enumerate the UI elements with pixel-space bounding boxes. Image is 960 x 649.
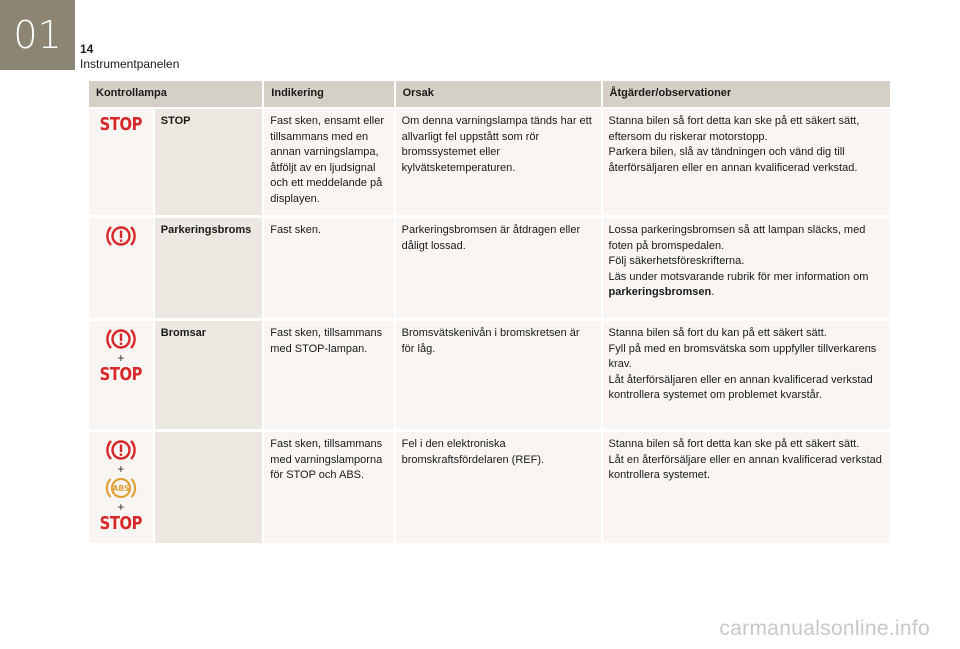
stop-icon bbox=[95, 364, 147, 386]
brake-warning-icon bbox=[104, 326, 138, 352]
actions-cell bbox=[603, 321, 890, 432]
section-title: Instrumentpanelen bbox=[80, 57, 180, 71]
indication-cell: Fast sken. bbox=[264, 218, 393, 321]
cause-cell: Bromsvätskenivån i bromskretsen är för låg. bbox=[396, 321, 601, 432]
actions-cell bbox=[603, 218, 890, 321]
action-line: Låt återförsäljaren eller en annan kvalificerad verkstad kontrollera systemet om problemet kvarstår. bbox=[608, 373, 873, 401]
lamp-icon-cell bbox=[89, 218, 153, 321]
lamp-icon-cell bbox=[89, 321, 153, 432]
action-line: Parkera bilen, slå av tändningen och vänd dig till återförsäljaren eller en annan kvalificerad verkstad. bbox=[608, 146, 858, 174]
stop-icon-label: STOP bbox=[99, 513, 143, 534]
lamp-name: Bromsar bbox=[155, 321, 263, 432]
abs-warning-icon bbox=[104, 475, 138, 501]
actions-cell bbox=[603, 432, 890, 546]
action-reference-text: Läs under motsvarande rubrik för mer information om bbox=[608, 270, 869, 283]
indication-cell: Fast sken, tillsammans med varningslamporna för STOP och ABS. bbox=[264, 432, 393, 546]
lamp-icon-cell bbox=[89, 432, 153, 546]
action-line: Låt en återförsäljare eller en annan kvalificerad verkstad kontrollera systemet. bbox=[608, 453, 882, 481]
action-reference-link: parkeringsbromsen bbox=[608, 286, 712, 298]
stop-icon bbox=[95, 114, 147, 136]
page-number: 14 bbox=[80, 42, 94, 56]
action-line: Fyll på med en bromsvätska som uppfyller tillverkarens krav. bbox=[608, 342, 877, 370]
plus-sign: + bbox=[117, 351, 125, 365]
cause-cell: Fel i den elektroniska bromskraftsfördelaren (REF). bbox=[396, 432, 601, 546]
column-header-actions: Åtgärder/observationer bbox=[603, 81, 890, 109]
indication-cell: Fast sken, tillsammans med STOP-lampan. bbox=[264, 321, 393, 432]
lamp-name bbox=[155, 432, 263, 546]
plus-sign: + bbox=[117, 462, 125, 476]
table-row bbox=[89, 218, 890, 321]
cause-cell: Parkeringsbromsen är åtdragen eller dåligt lossad. bbox=[396, 218, 601, 321]
lamp-name: Parkeringsbroms bbox=[155, 218, 263, 321]
watermark: carmanualsonline.info bbox=[719, 617, 930, 640]
chapter-tab bbox=[0, 0, 75, 70]
indication-cell: Fast sken, ensamt eller tillsammans med en annan varningslampa, åtföljt av en ljudsignal och ett meddelande på displayen. bbox=[264, 109, 393, 218]
cause-cell: Om denna varningslampa tänds har ett allvarligt fel uppstått som rör bromssystemet eller kylvätsketemperaturen. bbox=[396, 109, 601, 218]
action-line: Lossa parkeringsbromsen så att lampan släcks, med foten på bromspedalen. bbox=[608, 224, 866, 252]
table-row bbox=[89, 432, 890, 546]
action-line: Följ säkerhetsföreskrifterna. bbox=[608, 255, 745, 267]
actions-cell bbox=[603, 109, 890, 218]
column-header-indication: Indikering bbox=[264, 81, 393, 109]
lamp-icon-cell bbox=[89, 109, 153, 218]
warning-lamp-table bbox=[87, 81, 892, 546]
action-line: Stanna bilen så fort detta kan ske på ett säkert sätt. bbox=[608, 438, 860, 450]
stop-icon-label: STOP bbox=[99, 114, 143, 135]
chapter-number: 01 bbox=[13, 13, 62, 57]
action-reference bbox=[609, 270, 884, 301]
brake-warning-icon bbox=[104, 437, 138, 463]
action-line: Stanna bilen så fort du kan på ett säkert sätt. bbox=[608, 327, 827, 339]
column-header-lamp: Kontrollampa bbox=[89, 81, 262, 109]
stop-icon-label: STOP bbox=[99, 364, 143, 385]
action-line: Stanna bilen så fort detta kan ske på ett säkert sätt, eftersom du riskerar motorstopp. bbox=[608, 115, 860, 143]
table-row bbox=[89, 321, 890, 432]
abs-icon-label: ABS bbox=[112, 484, 130, 493]
column-header-cause: Orsak bbox=[396, 81, 601, 109]
brake-warning-icon bbox=[104, 223, 138, 249]
plus-sign: + bbox=[117, 500, 125, 514]
table-header-row bbox=[89, 81, 890, 109]
lamp-name: STOP bbox=[155, 109, 263, 218]
table-row bbox=[89, 109, 890, 218]
action-reference-end: . bbox=[711, 286, 715, 298]
stop-icon bbox=[95, 513, 147, 535]
